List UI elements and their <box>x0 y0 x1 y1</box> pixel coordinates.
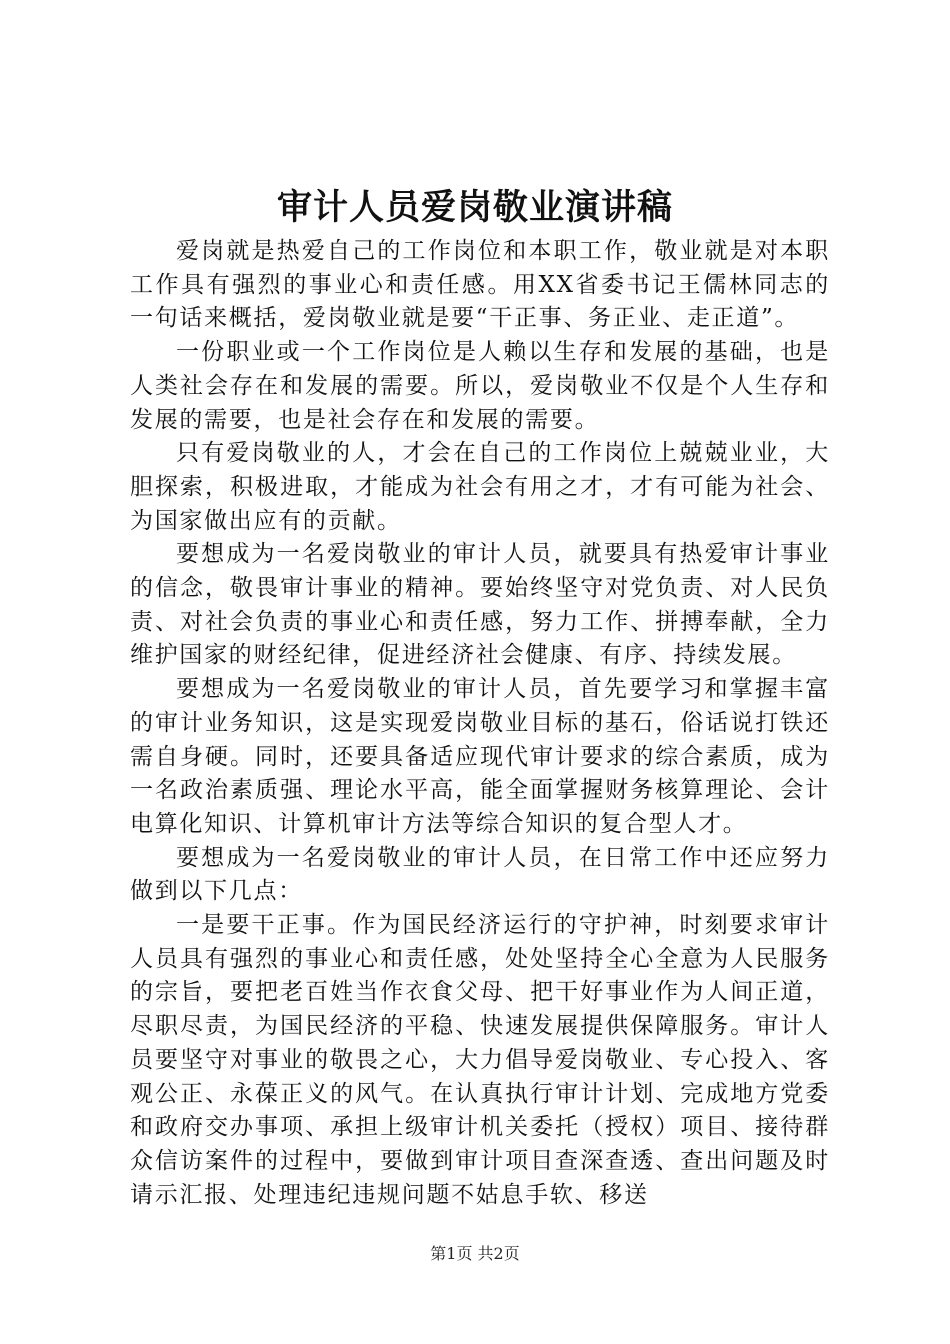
document-title: 审计人员爱岗敬业演讲稿 <box>276 187 673 228</box>
paragraph: 一份职业或一个工作岗位是人赖以生存和发展的基础，也是人类社会存在和发展的需要。所以，爱岗敬业不仅是个人生存和发展的需要，也是社会存在和发展的需要。 <box>130 339 830 433</box>
paragraph: 要想成为一名爱岗敬业的审计人员，就要具有热爱审计事业的信念，敬畏审计事业的精神。要始终坚守对党负责、对人民负责、对社会负责的事业心和责任感，努力工作、拼搏奉献，全力维护国家的财经纪律，促进经济社会健康、有序、持续发展。 <box>130 541 830 669</box>
paragraph: 爱岗就是热爱自己的工作岗位和本职工作，敬业就是对本职工作具有强烈的事业心和责任感。用XX省委书记王儒林同志的一句话来概括，爱岗敬业就是要“干正事、务正业、走正道”。 <box>130 238 830 332</box>
paragraph: 要想成为一名爱岗敬业的审计人员，在日常工作中还应努力做到以下几点： <box>130 844 830 905</box>
document-body <box>130 235 830 1212</box>
paragraph: 一是要干正事。作为国民经济运行的守护神，时刻要求审计人员具有强烈的事业心和责任感，处处坚持全心全意为人民服务的宗旨，要把老百姓当作衣食父母、把干好事业作为人间正道，尽职尽责，为国民经济的平稳、快速发展提供保障服务。审计人员要坚守对事业的敬畏之心，大力倡导爱岗敬业、专心投入、客观公正、永葆正义的风气。在认真执行审计计划、完成地方党委和政府交办事项、承担上级审计机关委托（授权）项目、接待群众信访案件的过程中，要做到审计项目查深查透、查出问题及时请示汇报、处理违纪违规问题不姑息手软、移送 <box>130 912 830 1208</box>
paragraph: 只有爱岗敬业的人，才会在自己的工作岗位上兢兢业业，大胆探索，积极进取，才能成为社会有用之才，才有可能为社会、为国家做出应有的贡献。 <box>130 440 830 534</box>
page-number-footer: 第1页 共2页 <box>430 1244 520 1263</box>
paragraph: 要想成为一名爱岗敬业的审计人员，首先要学习和掌握丰富的审计业务知识，这是实现爱岗敬业目标的基石，俗话说打铁还需自身硬。同时，还要具备适应现代审计要求的综合素质，成为一名政治素质强、理论水平高，能全面掌握财务核算理论、会计电算化知识、计算机审计方法等综合知识的复合型人才。 <box>130 676 830 837</box>
